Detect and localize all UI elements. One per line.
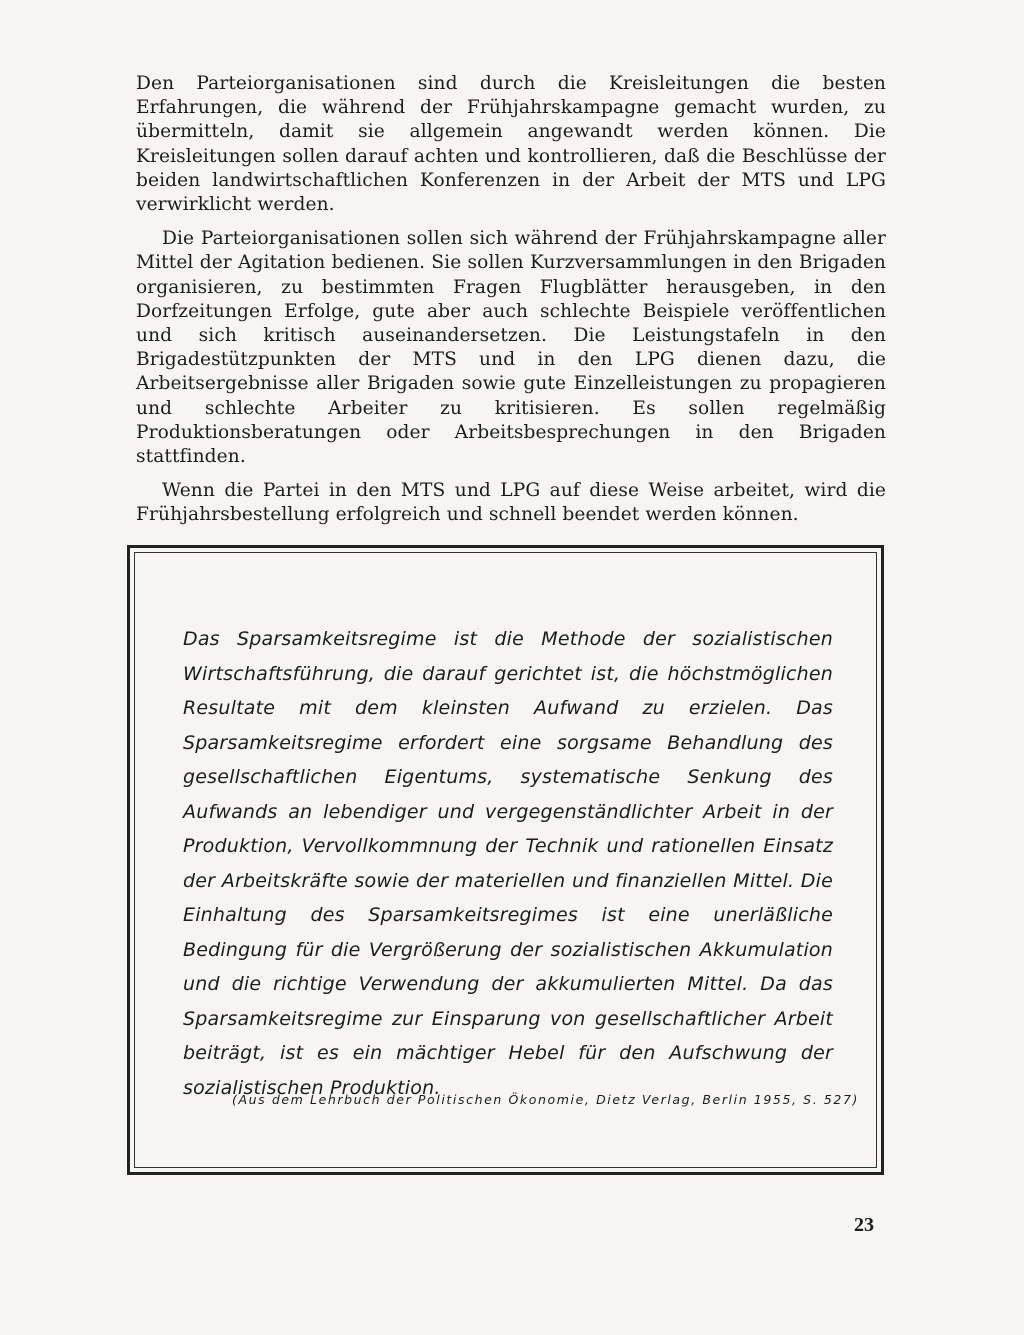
quote-citation: (Aus dem Lehrbuch der Politischen Ökonomie, Dietz Verlag, Berlin 1955, S. 527) <box>232 1092 859 1107</box>
body-text <box>136 72 886 538</box>
paragraph-1: Den Parteiorganisationen sind durch die Kreisleitungen die besten Erfahrungen, die während der Frühjahrskampagne gemacht wurden, zu übermitteln, damit sie allgemein angewandt werden können. Die Kreisleitungen sollen darauf achten und kontrollieren, daß die Beschlüsse der beiden landwirtschaftlichen Konferenzen in der Arbeit der MTS und LPG verwirklicht werden. <box>136 73 886 216</box>
quote-text: Das Sparsamkeitsregime ist die Methode der sozialistischen Wirtschaftsführung, die darauf gerichtet ist, die höchstmöglichen Resultate mit dem kleinsten Aufwand zu erzielen. Das Sparsamkeitsregime erfordert eine sorgsame Behandlung des gesellschaftlichen Eigentums, systematische Senkung des Aufwands an lebendiger und vergegenständlichter Arbeit in der Produktion, Vervollkommnung der Technik und rationellen Einsatz der Arbeitskräfte sowie der materiellen und finanziellen Mittel. Die Einhaltung des Sparsamkeitsregimes ist eine unerläßliche Bedingung für die Vergrößerung der sozialistischen Akkumulation und die richtige Verwendung der akkumulierten Mittel. Da das Sparsamkeitsregime zur Einsparung von gesellschaftlicher Arbeit beiträgt, ist es ein mächtiger Hebel für den Aufschwung der sozialistischen Produktion. <box>183 628 833 1099</box>
page-number: 23 <box>854 1214 874 1236</box>
paragraph-3: Wenn die Partei in den MTS und LPG auf diese Weise arbeitet, wird die Frühjahrsbestellung erfolgreich und schnell beendet werden können. <box>136 480 886 526</box>
paragraph-2: Die Parteiorganisationen sollen sich während der Frühjahrskampagne aller Mittel der Agitation bedienen. Sie sollen Kurzversammlungen in den Brigaden organisieren, zu bestimmten Fragen Flugblätter herausgeben, in den Dorfzeitungen Erfolge, gute aber auch schlechte Beispiele veröffentlichen und sich kritisch auseinandersetzen. Die Leistungstafeln in den Brigadestützpunkten der MTS und in den LPG dienen dazu, die Arbeitsergebnisse aller Brigaden sowie gute Einzelleistungen zu propagieren und schlechte Arbeiter zu kritisieren. Es sollen regelmäßig Produktionsberatungen oder Arbeitsbesprechungen in den Brigaden stattfinden. <box>136 228 886 468</box>
